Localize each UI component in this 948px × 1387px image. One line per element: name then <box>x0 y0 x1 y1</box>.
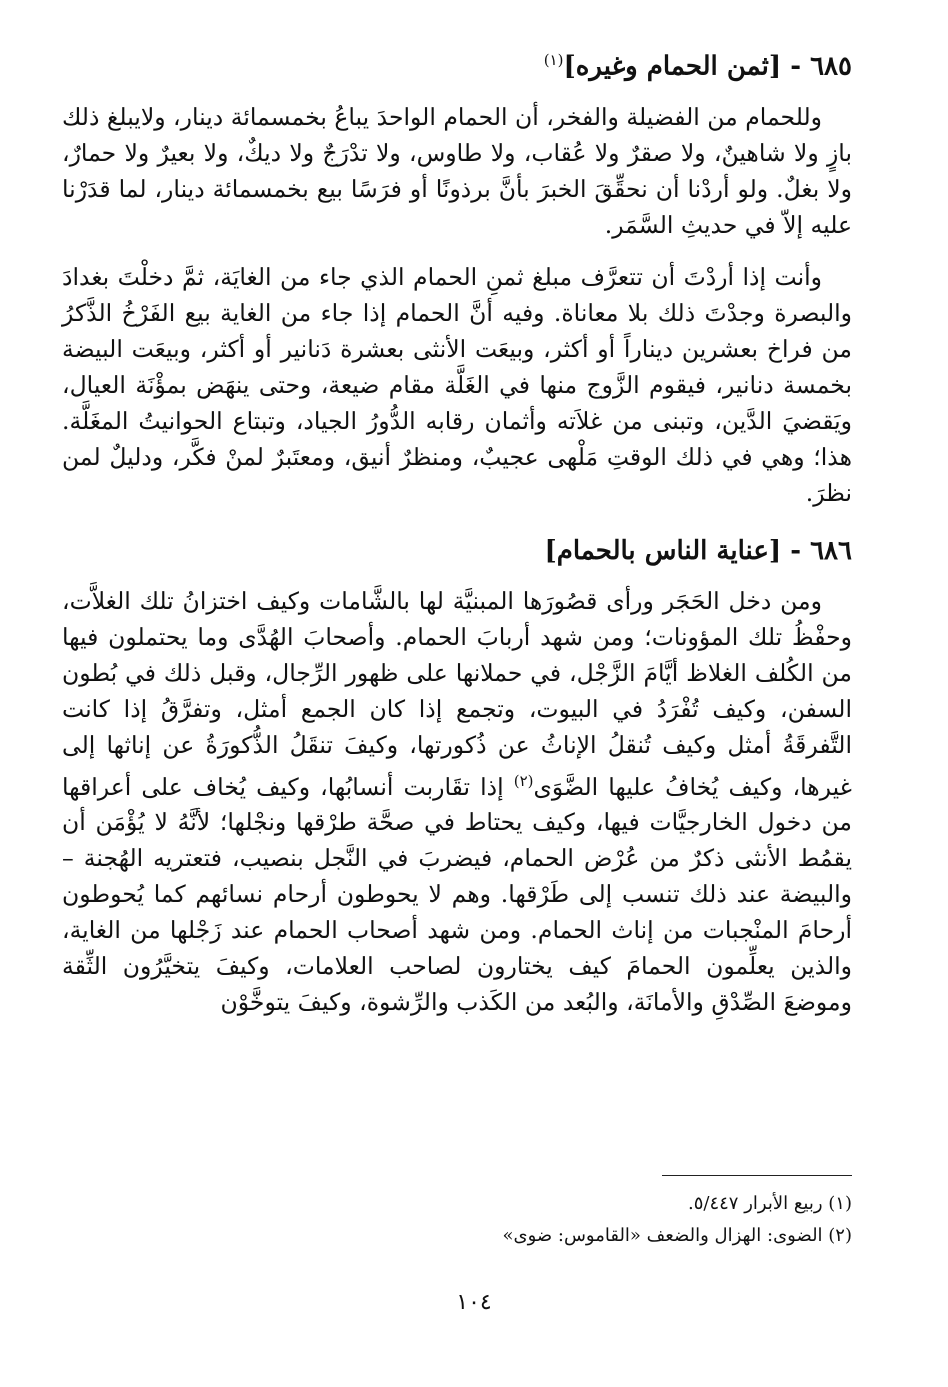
footnote-divider <box>662 1175 852 1176</box>
footnote-1: (١) ربيع الأبرار ٥/٤٤٧. <box>688 1193 852 1214</box>
heading-dash: - <box>781 535 802 566</box>
footnotes <box>62 1188 852 1252</box>
section-685-paragraph-2: وأنت إذا أردْتَ أن تتعرَّف مبلغ ثمنِ الحمام الذي جاء من الغايَة، ثمَّ دخلْتَ بغدادَ والبصرة وجدْتَ ذلك بلا معاناة. وفيه أنَّ الحمام إذا جاء من الغاية بيع الفَرْخُ الذَّكرُ من فراخ بعشرين ديناراً أو أكثر، وبيعَت الأنثى بعشرة دَنانير أو أكثر، وبيعَت البيضة بخمسة دنانير، فيقوم الزَّوج منها في الغَلَّة مقام ضيعة، وحتى ينهَض بمؤْنَة العيال، ويَقضيَ الدَّين، وتبنى من غلاَته وأثمان رقابه الدُّورُ الجياد، وتبتاع الحوانيتُ المغَلَّة. هذا؛ وهي في ذلك الوقتِ مَلْهى عجيبٌ، ومنظرٌ أنيق، ومعتَبرٌ لمنْ فكَّر، ودليلٌ لمن نظرَ. <box>62 262 852 507</box>
section-686-text-part-2: إذا تقَاربت أنسابُها، وكيف يُخاف على أعراقها من دخول الخارجيَّات فيها، وكيف يحتاط في صحَّة طرْقها ونجْلها؛ لأنَّهُ لا يُؤْمَن أن يقمُط الأنثى ذكرٌ من عُرْض الحمام، فيضربَ في النَّجل بنصيب، فتعتريه الهُجنة – والبيضة عند ذلك تنسب إلى طَرْقها. وهم لا يحوطون أرحام نسائهم كما يُحوطون أرحامَ المنْجبات من إناث الحمام. ومن شهد أصحاب الحمام عند زَجْلها من الغاية، والذين يعلِّمون الحمامَ كيف يختارون لصاحب العلامات، وكيفَ يتخيَّرُون الثِّقة وموضعَ الصِّدْقِ والأمانَة، والبُعد من الكَذب والرِّشوة، وكيفَ يتوخَّوْن <box>62 772 852 1017</box>
footnote-ref-1: (١) <box>543 51 564 69</box>
section-685-heading <box>62 40 852 87</box>
section-686-title: [عناية الناس بالحمام] <box>544 535 782 566</box>
heading-dash: - <box>781 51 802 82</box>
section-685-title: [ثمن الحمام وغيره] <box>563 51 782 82</box>
section-686-heading <box>62 531 852 571</box>
section-686-paragraph <box>62 583 852 1021</box>
page-number: ١٠٤ <box>456 1290 492 1315</box>
section-685-number: ٦٨٥ <box>810 51 852 82</box>
footnote-2: (٢) الضوى: الهزال والضعف «القاموس: ضوى» <box>502 1225 852 1246</box>
section-686-number: ٦٨٦ <box>810 535 852 566</box>
page-body <box>62 40 852 1020</box>
footnote-ref-2: (٢) <box>513 771 534 790</box>
section-685-paragraph-1: وللحمام من الفضيلة والفخر، أن الحمام الواحدَ يباعُ بخمسمائة دينار، ولايبلغ ذلك بازٍ ولا شاهينٌ، ولا صقرٌ ولا عُقاب، ولا طاوس، ولا تدْرَجٌ ولا ديكٌ، ولا بعيرٌ ولا حمارٌ، ولا بغلٌ. ولو أردْنا أن نحقِّقَ الخبرَ بأنَّ برذونًا أو فرَسًا بيع بخمسمائة دينار، لما قدَرْنا عليه إلاّ في حديثِ السَّمَر. <box>62 102 852 239</box>
section-686-text-part-1: ومن دخل الحَجَر ورأى قصُورَها المبنيَّة لها بالشَّامات وكيف اختزانُ تلك الغلاَّت، وحفْظُ تلك المؤونات؛ ومن شهد أربابَ الحمام. وأصحابَ الهُدَّى وما يحتملون فيها من الكُلف الغلاظ أيَّامَ الزَّجْل، في حملانها على ظهور الرِّجال، وقبل ذلك في بُطون السفن، وكيف تُفْرَدُ في البيوت، وتجمع إذا كان الجمع أمثل، وتفرَّقُ إذا كانت التَّفرقَةُ أمثل وكيف تُنقلُ الإناثُ عن ذُكورتها، وكيفَ تنقَلُ الذُّكورَةُ عن إناثها إلى غيرها، وكيف يُخافُ عليها الضَّوَى <box>62 586 852 801</box>
